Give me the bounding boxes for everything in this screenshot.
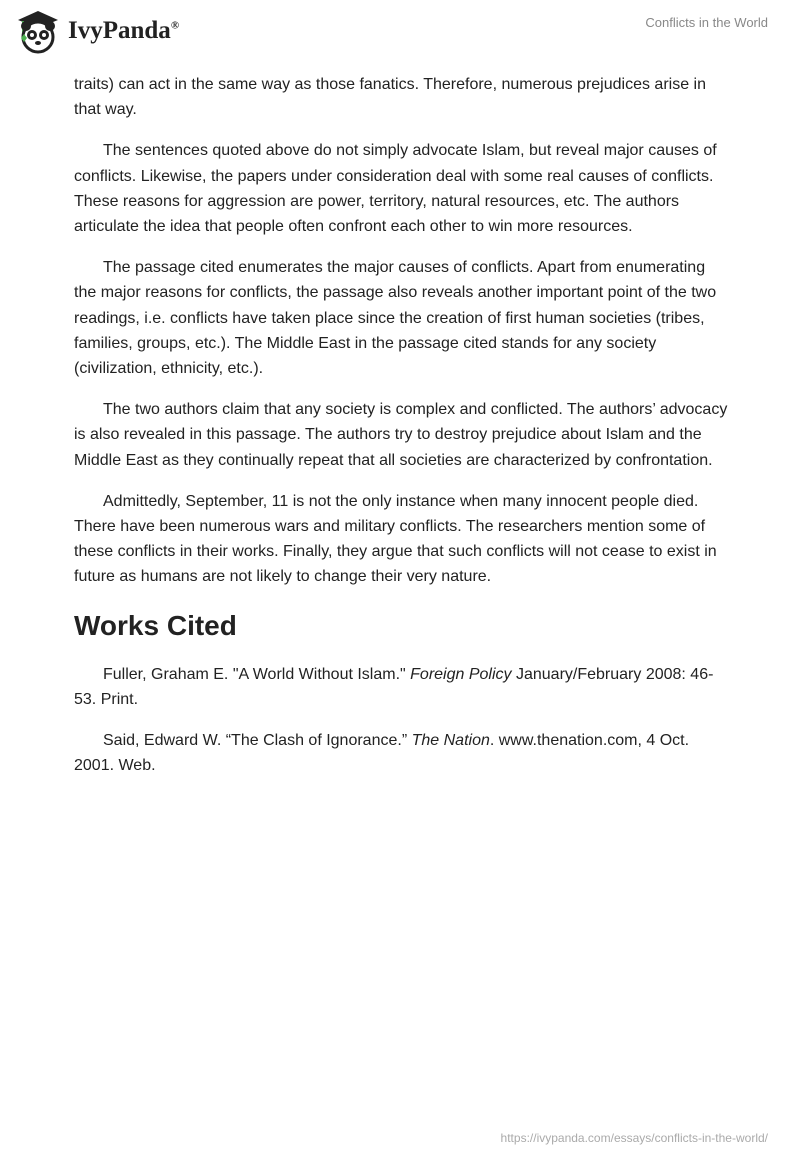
paragraph: traits) can act in the same way as those fanatics. Therefore, numerous prejudices arise in that way. — [74, 76, 707, 119]
ivypanda-logo[interactable] — [14, 8, 179, 54]
paragraph: The two authors claim that any society is complex and conflicted. The authors’ advocacy is also revealed in this passage. The authors try to destroy prejudice about Islam and the Middle East as they continually repeat that all societies are characterized by confrontation. — [74, 401, 728, 469]
panda-logo-icon — [14, 8, 62, 54]
works-cited-heading: Works Cited — [74, 609, 237, 641]
citation: Said, Edward W. “The Clash of Ignorance.” The Nation. www.thenation.com, 4 Oct. 2001. Web. — [74, 732, 690, 775]
document-title: Conflicts in the World — [645, 15, 768, 30]
essay-body — [74, 72, 730, 794]
citation: Fuller, Graham E. "A World Without Islam." Foreign Policy January/February 2008: 46-53. Print. — [74, 665, 714, 708]
brand-name: IvyPanda® — [68, 17, 180, 44]
paragraph: The passage cited enumerates the major causes of conflicts. Apart from enumerating the major reasons for conflicts, the passage also reveals another important point of the two readings, i.e. conflicts have taken place since the creation of first human societies (tribes, families, groups, etc.). The Middle East in the passage cited stands for any society (civilization, ethnicity, etc.). — [74, 259, 717, 378]
paragraph: Admittedly, September, 11 is not the only instance when many innocent people died. There have been numerous wars and military conflicts. The researchers mention some of these conflicts in their works. Finally, they argue that such conflicts will not cease to exist in future as humans are not likely to change their very nature. — [74, 492, 717, 586]
page-header — [0, 0, 800, 60]
paragraph: The sentences quoted above do not simply advocate Islam, but reveal major causes of conflicts. Likewise, the papers under consideration deal with some real causes of conflicts. These reasons for aggression are power, territory, natural resources, etc. The authors articulate the idea that people often confront each other to win more resources. — [74, 142, 717, 236]
source-url[interactable]: https://ivypanda.com/essays/conflicts-in-the-world/ — [500, 1131, 768, 1145]
